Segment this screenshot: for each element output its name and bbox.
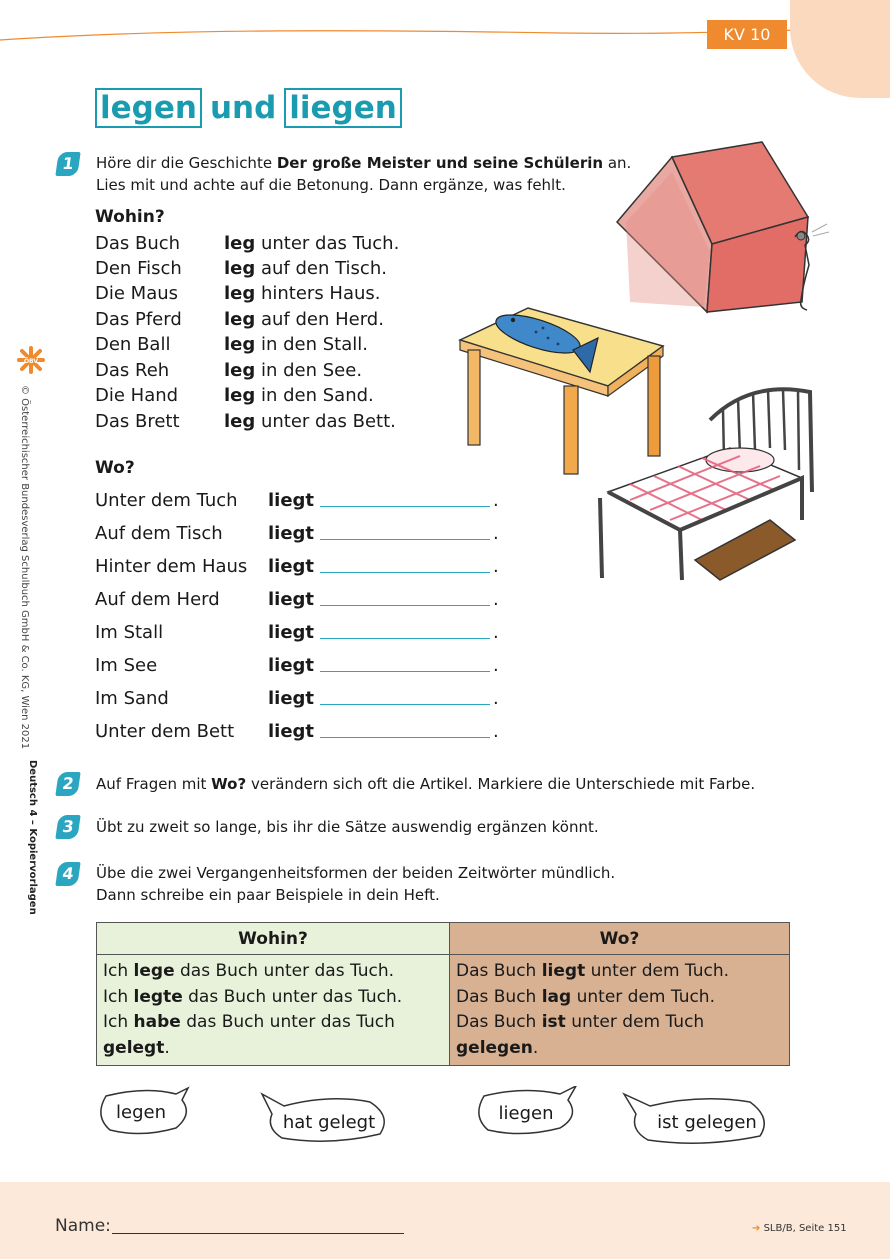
wo-verb: liegt (268, 721, 315, 742)
table-line: Ich lege das Buch unter das Tuch. (103, 961, 395, 981)
wo-verb: liegt (268, 589, 315, 610)
task1-instructions (96, 152, 631, 196)
wo-end: . (493, 622, 499, 643)
wo-verb: liegt (268, 556, 315, 577)
task-number-4: 4 (55, 862, 80, 886)
wo-place: Auf dem Herd (95, 589, 220, 610)
arrow-right-icon: ➔ (752, 1223, 761, 1234)
wohin-phrase: leg hinters Haus. (224, 283, 381, 304)
wo-heading: Wo? (95, 458, 135, 478)
wo-end: . (493, 721, 499, 742)
page-title (95, 90, 402, 126)
wo-place: Im See (95, 655, 158, 676)
bubble-liegen: liegen (498, 1103, 554, 1124)
task4-line2: Dann schreibe ein paar Beispiele in dein Heft. (96, 886, 440, 904)
wohin-subject: Die Maus (95, 283, 179, 304)
answer-blank[interactable] (320, 539, 490, 540)
wohin-phrase: leg unter das Bett. (224, 411, 396, 432)
wo-place: Auf dem Tisch (95, 523, 223, 544)
table-cell-wohin (97, 955, 450, 1066)
wo-end: . (493, 556, 499, 577)
answer-blank[interactable] (320, 605, 490, 606)
answer-blank[interactable] (320, 704, 490, 705)
wo-verb: liegt (268, 688, 315, 709)
task2-instructions: Auf Fragen mit Wo? verändern sich oft die Artikel. Markiere die Unterschiede mit Farbe. (96, 775, 756, 793)
wohin-phrase: leg auf den Tisch. (224, 258, 387, 279)
wo-place: Im Stall (95, 622, 164, 643)
wohin-subject: Den Fisch (95, 258, 182, 279)
wo-end: . (493, 589, 499, 610)
wo-end: . (493, 490, 499, 511)
table-line: Ich legte das Buch unter das Tuch. (103, 986, 403, 1007)
title-word-und: und (209, 90, 277, 126)
table-head-wo: Wo? (450, 923, 790, 955)
name-field[interactable] (112, 1233, 404, 1234)
wohin-subject: Das Pferd (95, 309, 182, 330)
bubble-hat-gelegt: hat gelegt (282, 1112, 376, 1133)
wo-place: Hinter dem Haus (95, 556, 248, 577)
title-word-liegen: liegen (284, 88, 402, 128)
answer-blank[interactable] (320, 671, 490, 672)
side-copyright: © Österreichischer Bundesverlag Schulbuch GmbH & Co. KG, Wien 2021 (19, 385, 30, 750)
task4-line1: Übe die zwei Vergangenheitsformen der beiden Zeitwörter mündlich. (96, 864, 616, 882)
task1-line1: Höre dir die Geschichte Der große Meister und seine Schülerin an. (96, 154, 632, 172)
wo-verb: liegt (268, 622, 315, 643)
wohin-phrase: leg in den Stall. (224, 334, 368, 355)
answer-blank[interactable] (320, 737, 490, 738)
footer-band (0, 1182, 890, 1259)
wohin-subject: Das Reh (95, 360, 170, 381)
wohin-phrase: leg auf den Herd. (224, 309, 384, 330)
wo-end: . (493, 523, 499, 544)
bed-illustration (590, 380, 822, 588)
task-number-1: 1 (55, 152, 80, 176)
wo-verb: liegt (268, 523, 315, 544)
publisher-logo-icon (17, 346, 45, 374)
bubble-legen: legen (116, 1102, 166, 1123)
name-label: Name: (55, 1216, 111, 1236)
wohin-phrase: leg unter das Tuch. (224, 233, 400, 254)
task4-instructions (96, 862, 615, 906)
wo-verb: liegt (268, 490, 315, 511)
reference: ➔ SLB/B, Seite 151 (752, 1223, 847, 1234)
answer-blank[interactable] (320, 572, 490, 573)
table-line: Das Buch liegt unter dem Tuch. (456, 961, 730, 981)
side-book-title: Deutsch 4 – Kopiervorlagen (27, 760, 38, 915)
wohin-subject: Das Brett (95, 411, 180, 432)
wohin-heading: Wohin? (95, 207, 165, 227)
verb-table (96, 922, 790, 1066)
table-line: Ich habe das Buch unter das Tuch (103, 1012, 395, 1032)
publisher-logo-text: ÖBV (23, 358, 39, 365)
table-cell-wo (450, 955, 790, 1066)
task3-instructions: Übt zu zweit so lange, bis ihr die Sätze auswendig ergänzen könnt. (96, 818, 599, 836)
kv-badge: KV 10 (707, 20, 787, 49)
title-word-legen: legen (95, 88, 202, 128)
task-number-3: 3 (55, 815, 80, 839)
wohin-subject: Das Buch (95, 233, 181, 254)
task-number-2: 2 (55, 772, 80, 796)
task1-line2: Lies mit und achte auf die Betonung. Dann ergänze, was fehlt. (96, 176, 566, 194)
wo-end: . (493, 688, 499, 709)
wohin-subject: Die Hand (95, 385, 179, 406)
wohin-subject: Den Ball (95, 334, 171, 355)
answer-blank[interactable] (320, 638, 490, 639)
wo-end: . (493, 655, 499, 676)
answer-blank[interactable] (320, 506, 490, 507)
wo-verb: liegt (268, 655, 315, 676)
table-line: Das Buch ist unter dem Tuch gelegen. (456, 1012, 705, 1058)
wohin-phrase: leg in den See. (224, 360, 363, 381)
wo-place: Unter dem Bett (95, 721, 235, 742)
table-head-wohin: Wohin? (97, 923, 450, 955)
bubble-ist-gelegen: ist gelegen (657, 1112, 757, 1133)
wo-place: Im Sand (95, 688, 169, 709)
table-line: Das Buch lag unter dem Tuch. (456, 986, 715, 1007)
wohin-phrase: leg in den Sand. (224, 385, 374, 406)
corner-blob (790, 0, 890, 98)
table-line: gelegt. (103, 1037, 170, 1058)
wo-place: Unter dem Tuch (95, 490, 238, 511)
